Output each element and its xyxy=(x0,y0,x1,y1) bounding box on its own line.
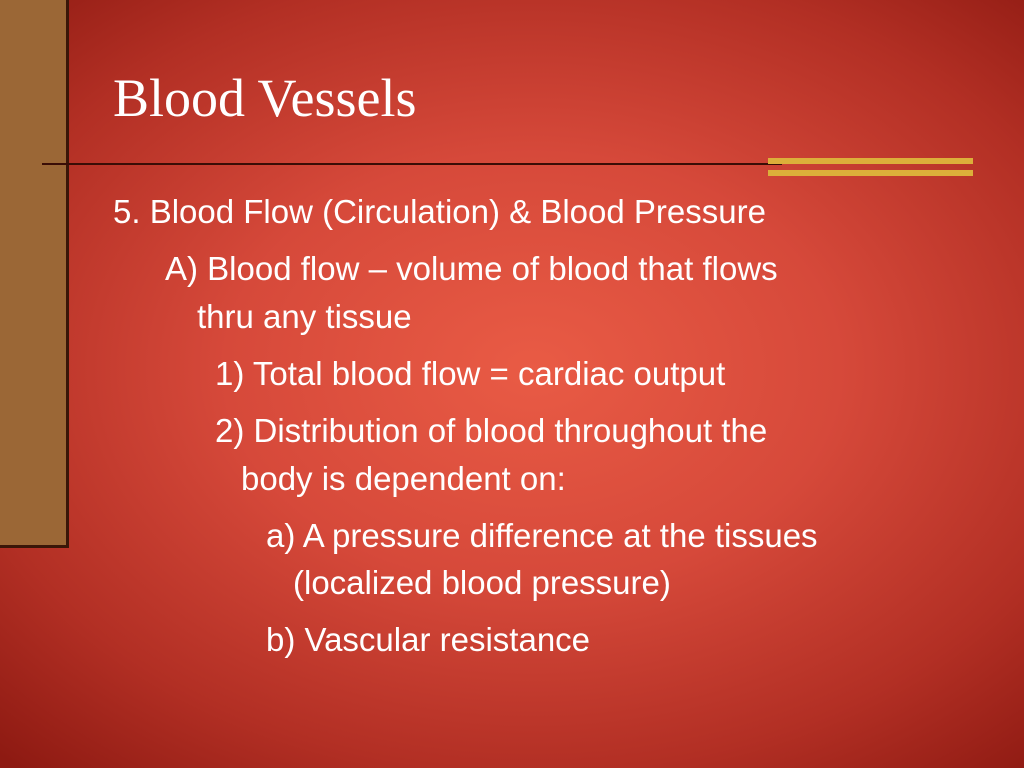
outline-item-level3: 2) Distribution of blood throughout the xyxy=(215,412,768,449)
outline-item-level3: 1) Total blood flow = cardiac output xyxy=(215,355,726,392)
outline-item-level4: a) A pressure difference at the tissues xyxy=(266,517,818,554)
outline-item-level4: b) Vascular resistance xyxy=(266,621,591,658)
outline-item-level1: 5. Blood Flow (Circulation) & Blood Pressure xyxy=(113,193,766,230)
outline-item-level3-continuation: body is dependent on: xyxy=(241,460,566,497)
slide-title: Blood Vessels xyxy=(113,68,417,128)
outline-item-level4-continuation: (localized blood pressure) xyxy=(293,564,671,601)
outline-item-level2-continuation: thru any tissue xyxy=(197,298,412,335)
outline-item-level2: A) Blood flow – volume of blood that flows xyxy=(165,250,778,287)
